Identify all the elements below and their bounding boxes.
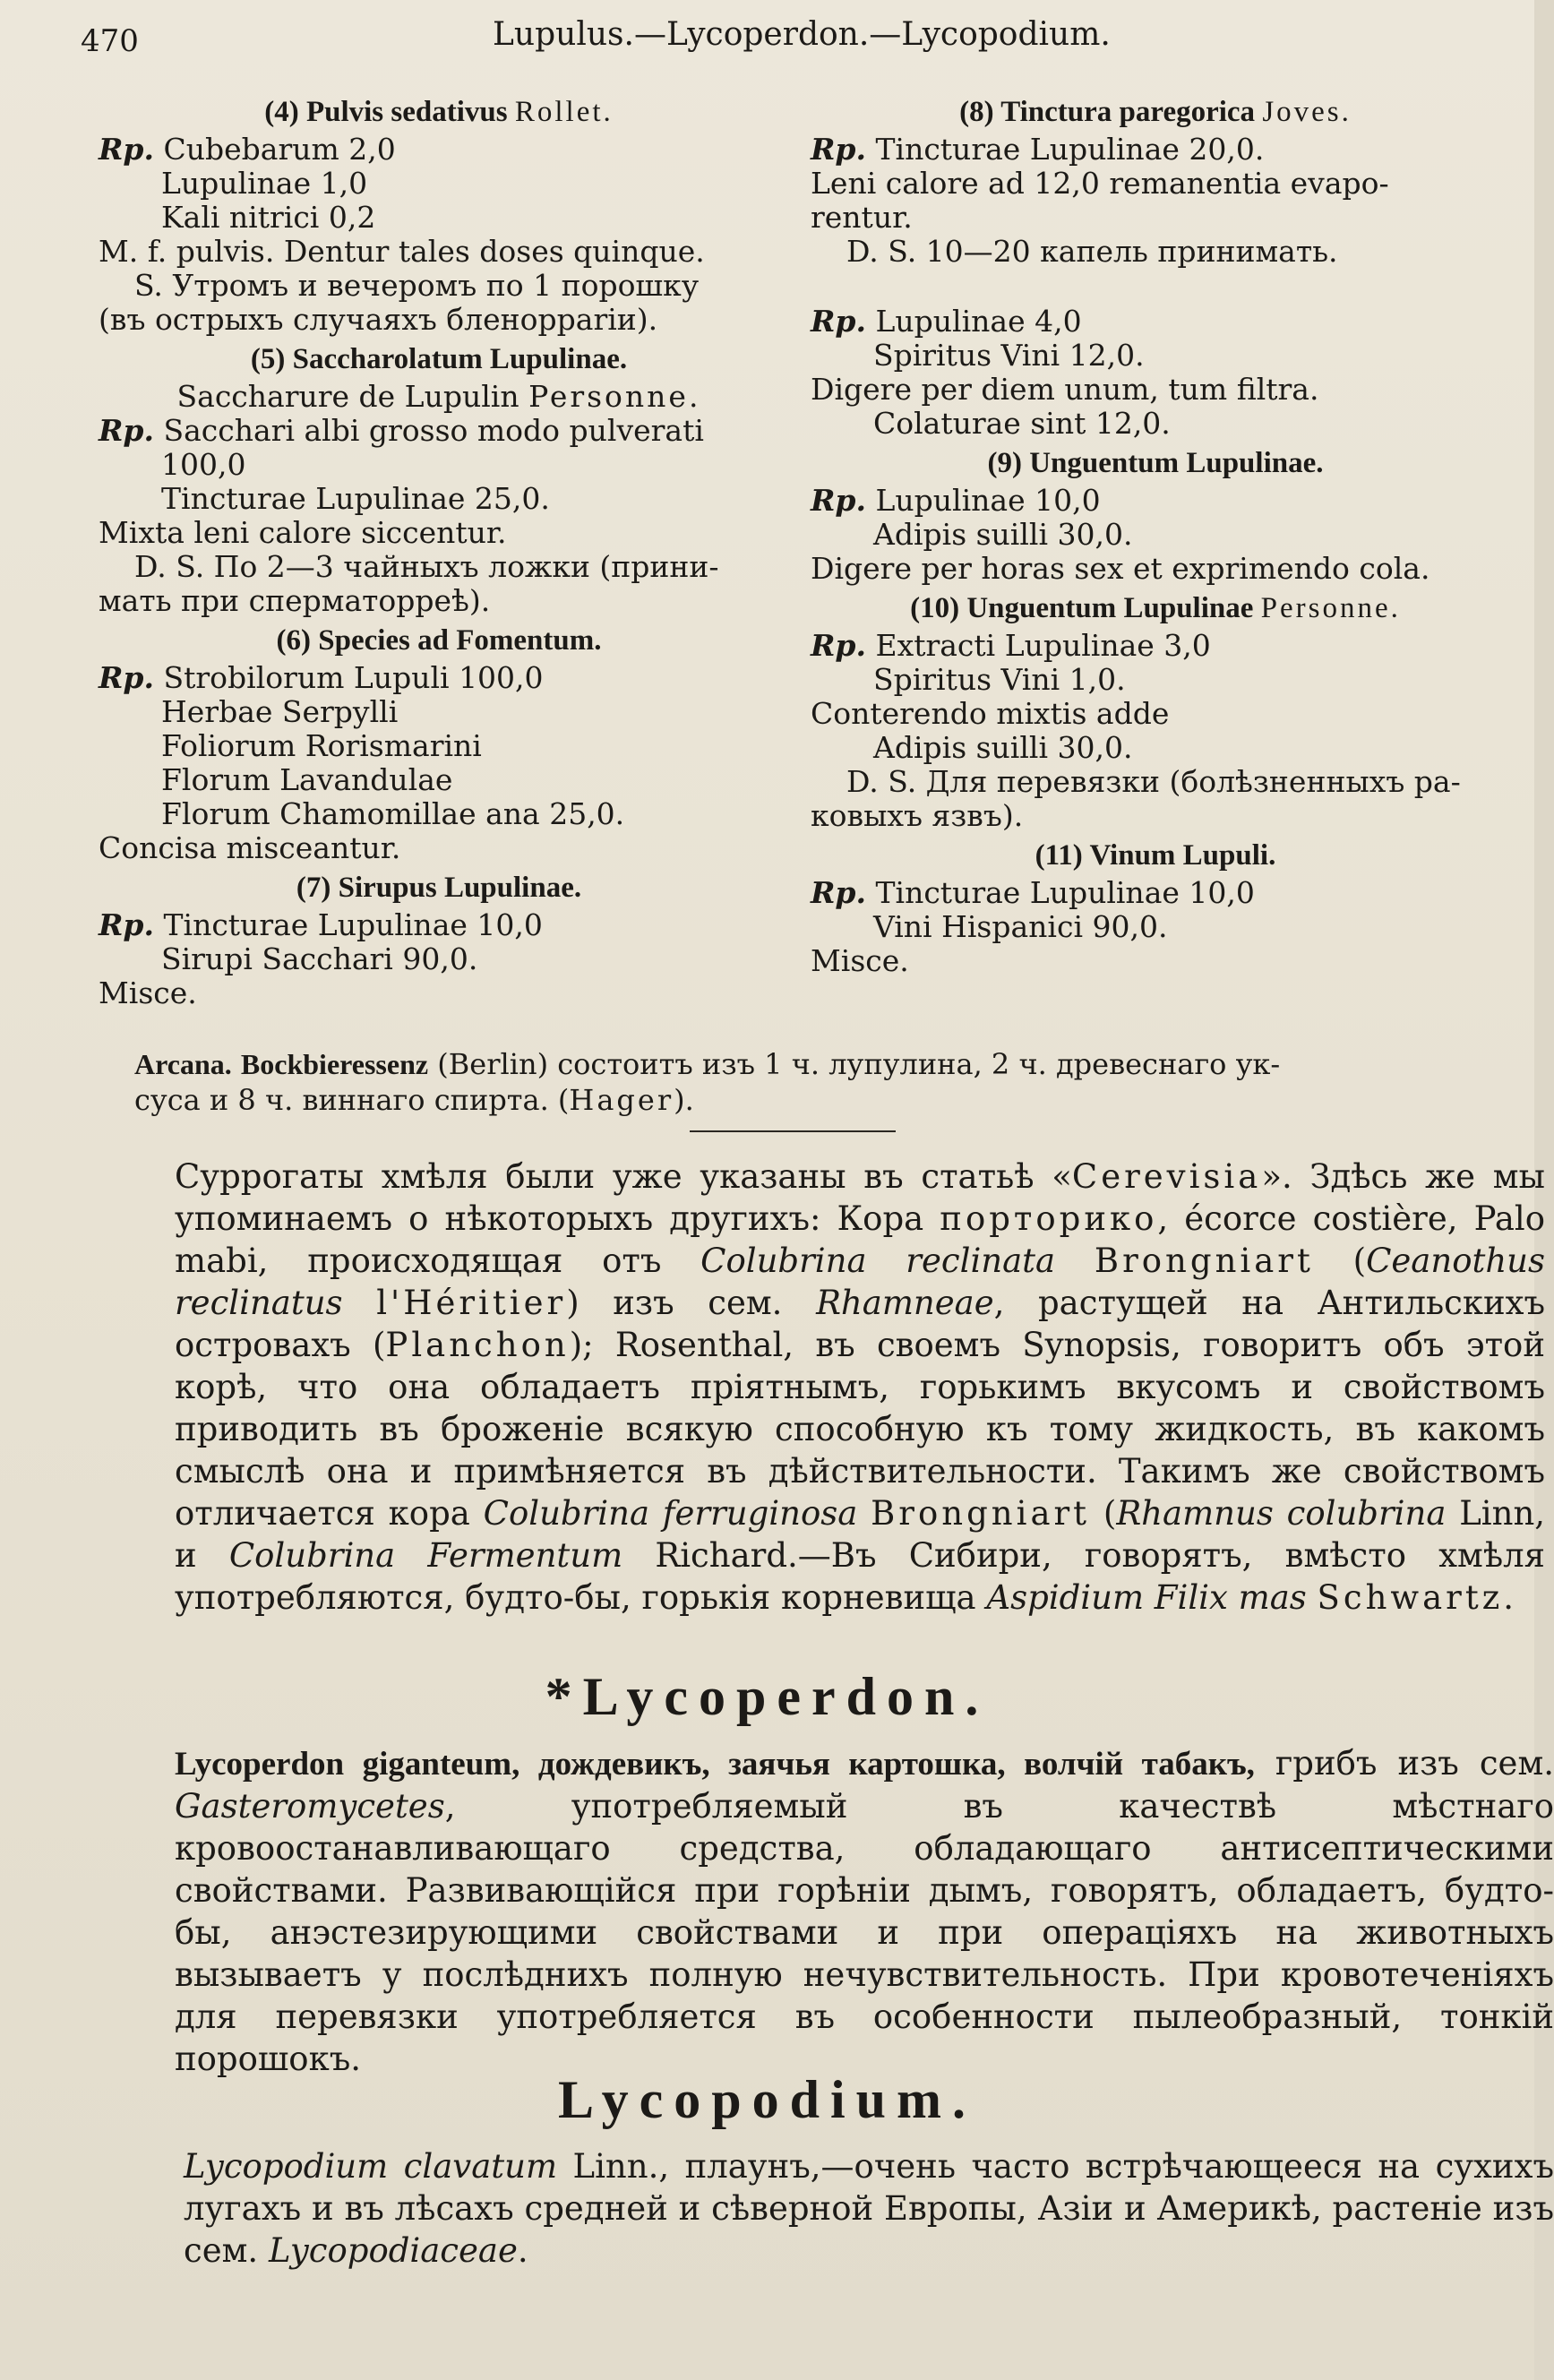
recipe-4-title: (4) Pulvis sedativus Rollet. [264,96,614,128]
recipe-line: Tincturae Lupulinae 25,0. [161,481,550,516]
recipe-line: Rp. Tincturae Lupulinae 10,0 [99,907,543,942]
recipe-7-title: (7) Sirupus Lupulinae. [296,872,582,904]
arcana-name: Bockbieressenz [240,1048,429,1080]
section-divider [690,1130,896,1132]
recipe-line: Rp. Strobilorum Lupuli 100,0 [99,660,544,695]
recipe-line: Rp. Lupulinae 4,0 [811,304,1082,339]
lycoperdon-paragraph: Lycoperdon giganteum, дождевикъ, заячья картошка, волчій табакъ, грибъ изъ сем. Gasteromycetes, употребляемый въ качествѣ мѣстнаго кровоостанавливающаго средства, обладающаго антисептическими свойствами. Развивающійся при горѣніи дымъ, говорятъ, обладаетъ, будто-бы, анэстезирующими свойствами и при операціяхъ на животныхъ вызываетъ у послѣднихъ полную нечувствительность. При кровотеченіяхъ для перевязки употребляется въ особенности пылеобразный, тонкій порошокъ. [175,1744,1554,2078]
recipe-line: Adipis suilli 30,0. [873,730,1133,765]
running-head: Lupulus.—Lycoperdon.—Lycopodium. [493,16,1111,53]
hop-substitutes-paragraph: Суррогаты хмѣля были уже указаны въ статьѣ «Cerevisia». Здѣсь же мы упоминаемъ о нѣкоторыхъ другихъ: Кора порторико, écorce costière, Palo mabi, происходящая отъ Colubrina reclinata Brongniart (Ceanothus reclinatus l'Héritier) изъ сем. Rhamneae, растущей на Антильскихъ островахъ (Planchon); Rosenthal, въ своемъ Synopsis, говоритъ объ этой корѣ, что она обладаетъ пріятнымъ, горькимъ вкусомъ и свойствомъ приводить въ броженіе всякую способную къ тому жидкость, въ какомъ смыслѣ она и примѣняется въ дѣйствительности. Такимъ же свойствомъ отличается кора Colubrina ferruginosa Brongniart (Rhamnus colubrina Linn, и Colubrina Fermentum Richard.—Въ Сибири, говорятъ, вмѣсто хмѣля употребляются, будто-бы, горькія корневища Aspidium Filix mas Schwartz. [175,1157,1546,1617]
page-number: 470 [81,23,139,59]
recipe-line: D. S. По 2—3 чайныхъ ложки (прини- [134,549,719,584]
spacer [811,269,1500,305]
recipe-line: S. Утромъ и вечеромъ по 1 порошку [134,268,700,303]
recipe-line: Conterendo mixtis adde [811,696,1170,731]
recipe-line: Concisa misceantur. [99,830,401,865]
recipe-line: Rp. Lupulinae 10,0 [811,483,1101,518]
arcana-text: (Berlin) состоитъ изъ 1 ч. лупулина, 2 ч. древеснаго ук- [437,1047,1281,1081]
arcana-text: суса и 8 ч. виннаго спирта. ( [134,1083,570,1117]
recipe-line: (въ острыхъ случаяхъ бленорраrіи). [99,302,658,337]
recipe-line: Florum Chamomillae ana 25,0. [161,796,625,831]
recipe-5-title: (5) Saccharolatum Lupulinae. [250,343,628,375]
recipe-line: Kali nitrici 0,2 [161,200,376,235]
arcana-label: Arcana. [134,1048,232,1080]
recipe-10-title: (10) Unguentum Lupulinae Personne. [910,592,1401,624]
recipe-line: Digere per horas sex et exprimendo cola. [811,551,1430,586]
recipe-line: Misce. [811,943,909,978]
recipe-11-title: (11) Vinum Lupuli. [1035,839,1276,872]
right-column [811,90,1500,978]
recipe-line: Leni calore ad 12,0 remanentia evapo- [811,166,1389,201]
recipe-line: Digere per diem unum, tum filtra. [811,372,1319,407]
arcana-note: Arcana. Bockbieressenz (Berlin) состоитъ изъ 1 ч. лупулина, 2 ч. древеснаго ук- суса и 8 ч. виннаго спирта. (Hager). [134,1047,1281,1117]
recipe-line: M. f. pulvis. Dentur tales doses quinque. [99,234,705,269]
recipe-line: Adipis suilli 30,0. [873,517,1133,552]
recipe-8-title: (8) Tinctura paregorica Joves. [959,96,1352,128]
lycopodium-heading: Lycopodium. [557,2070,977,2129]
recipe-line: 100,0 [161,447,246,482]
recipe-line: Misce. [99,975,197,1010]
recipe-line: D. S. 10—20 капель принимать. [846,234,1338,269]
recipe-line: D. S. Для перевязки (болѣзненныхъ ра- [846,764,1461,799]
recipe-line: Lupulinae 1,0 [161,166,368,201]
arcana-source: Hager [569,1083,674,1117]
lycoperdon-heading: *Lycoperdon. [545,1667,990,1726]
recipe-line: Herbae Serpylli [161,694,399,729]
recipe-line: Rp. Sacchari albi grosso modo pulverati [99,413,704,448]
recipe-line: Rp. Cubebarum 2,0 [99,132,396,167]
recipe-line: Spiritus Vini 1,0. [873,662,1126,697]
recipe-line: Colaturae sint 12,0. [873,406,1171,441]
page-header [81,13,1478,66]
recipe-line: Vini Hispanici 90,0. [873,909,1168,944]
recipe-line: rentur. [811,200,913,235]
recipe-line: Rp. Tincturae Lupulinae 20,0. [811,132,1265,167]
recipe-line: Rp. Extracti Lupulinae 3,0 [811,628,1211,663]
recipe-line: Florum Lavandulae [161,762,453,797]
recipe-line: Foliorum Rorismarini [161,728,482,763]
recipe-line: мать при сперматорреѣ). [99,583,491,618]
lycopodium-paragraph: Lycopodium clavatum Linn., плаунъ,—очень часто встрѣчающееся на сухихъ лугахъ и въ лѣсахъ средней и сѣверной Европы, Азіи и Америкѣ, растеніе изъ сем. Lycopodiaceae. [184,2147,1554,2270]
recipe-line: ковыхъ язвъ). [811,798,1024,833]
recipe-line: Sirupi Sacchari 90,0. [161,941,478,976]
left-column [99,90,779,1010]
recipe-9-title: (9) Unguentum Lupulinae. [987,447,1324,479]
recipe-line: Rp. Tincturae Lupulinae 10,0 [811,875,1255,910]
recipe-line: Spiritus Vini 12,0. [873,338,1145,373]
recipe-line: Mixta leni calore siccentur. [99,515,507,550]
recipe-5-subtitle: Saccharure de Lupulin Personne. [176,379,701,414]
recipe-6-title: (6) Species ad Fomentum. [276,624,602,657]
